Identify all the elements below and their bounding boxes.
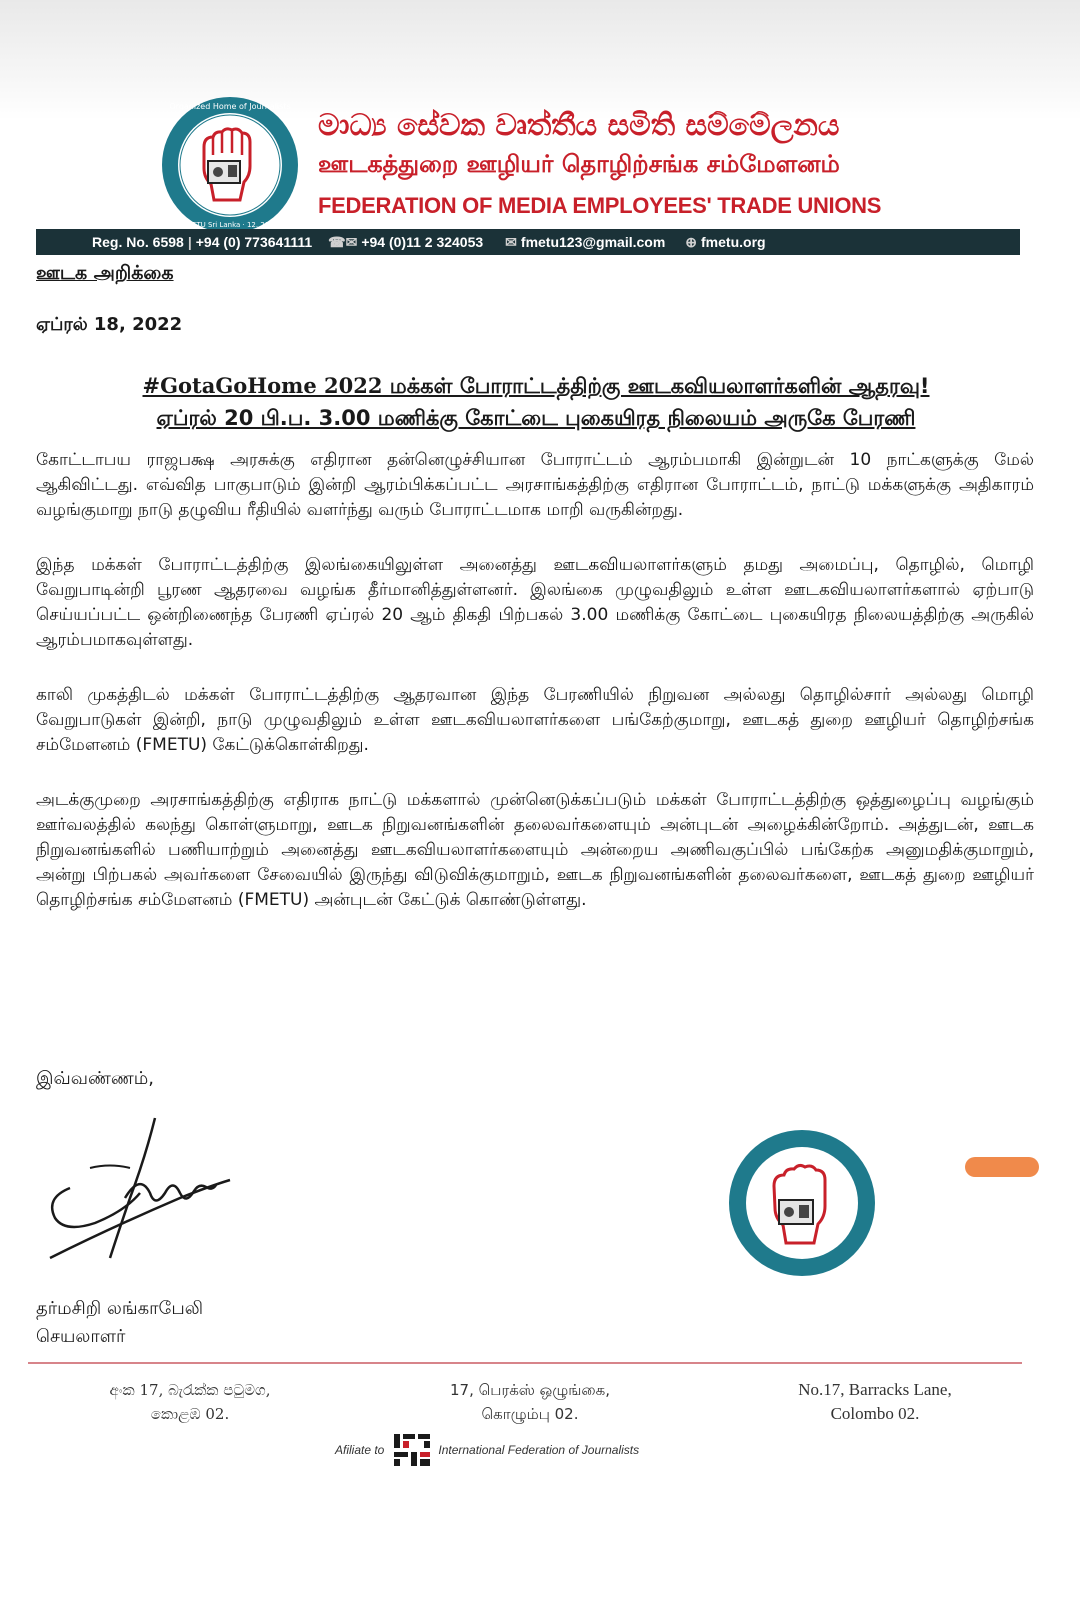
letter-date: ஏப்ரல் 18, 2022 bbox=[36, 314, 183, 335]
signature bbox=[30, 1108, 240, 1288]
separator-icon: | bbox=[187, 234, 192, 250]
paragraph-1: கோட்டாபய ராஜபக்ஷ அரசுக்கு எதிரான தன்னெழுச்சியான போராட்டம் ஆரம்பமாகி இன்றுடன் 10 நாட்களுக்கு மேல் ஆகிவிட்டது. எவ்வித பாகுபாடும் இன்றி ஆரம்பிக்கப்பட்ட அரசாங்கத்திற்கு எதிரான போராட்டம், நாட்டு மக்களுக்கு அதிகாரம் வழங்குமாறு நாடு தழுவிய ரீதியில் வளர்ந்து வரும் போராட்டமாக மாறி வருகின்றது. bbox=[36, 450, 1034, 520]
signatory-title: செயலாளர் bbox=[36, 1326, 126, 1347]
address-tamil bbox=[420, 1378, 640, 1426]
paragraph-4: அடக்குமுறை அரசாங்கத்திற்கு எதிராக நாட்டு மக்களால் முன்னெடுக்கப்படும் மக்கள் போராட்டத்திற்கு ஒத்துழைப்பு வழங்கும் ஊர்வலத்தில் கலந்து கொள்ளுமாறு, ஊடக நிறுவனங்களின் தலைவர்களையும் அன்புடன் அழைக்கின்றோம். அத்துடன், ஊடக நிறுவனங்களில் பணியாற்றும் அனைத்து ஊடகவியலாளர்களையும் அன்றைய அணிவகுப்பில் பங்கேற்க அனுமதிக்குமாறும், அன்று பிற்பகல் அவர்களை சேவையில் இருந்து விடுவிக்குமாறும், ஊடக நிறுவனங்களின் தலைவர்களை, ஊடகத் துறை ஊழியர் தொழிற்சங்க சம்மேளனம் (FMETU) அன்புடன் கேட்டுக் கொண்டுள்ளது. bbox=[36, 790, 1034, 910]
title-line-1-text: மக்கள் போராட்டத்திற்கு ஊடகவியலாளர்களின் ஆதரவு! bbox=[382, 374, 930, 398]
contact-bar bbox=[36, 229, 1020, 255]
signatory-name: தர்மசிறி லங்காபேலி bbox=[36, 1298, 204, 1319]
paragraph-3: காலி முகத்திடல் மக்கள் போராட்டத்திற்கு ஆதரவான இந்த பேரணியில் நிறுவன அல்லது தொழில்சார் அல்லது மொழி வேறுபாடுகள் இன்றி, நாடு முழுவதிலும் உள்ள ஊடகவியலாளர்களை பங்கேற்குமாறு, ஊடகத் துறை ஊழியர் தொழிற்சங்க சம்மேளனம் (FMETU) கேட்டுக்கொள்கிறது. bbox=[36, 685, 1034, 755]
title-hashtag: #GotaGoHome 2022 bbox=[142, 373, 383, 398]
email-icon: ✉ bbox=[505, 233, 517, 250]
email-address: fmetu123@gmail.com bbox=[520, 234, 666, 250]
title-line-1 bbox=[36, 370, 1036, 402]
org-name-sinhala: මාධ්‍ය සේවක වෘත්තීය සමිති සම්මේලනය bbox=[318, 108, 840, 143]
phone-office: +94 (0)11 2 324053 bbox=[361, 234, 484, 250]
address-tamil-line-2: கொழும்பு 02. bbox=[481, 1405, 579, 1423]
affiliate-label: Afiliate to bbox=[335, 1443, 385, 1457]
fmetu-logo bbox=[160, 95, 300, 235]
affiliation bbox=[335, 1432, 639, 1468]
address-english-line-1: No.17, Barracks Lane, bbox=[798, 1380, 952, 1399]
letter-title bbox=[36, 370, 1036, 434]
globe-icon: ⊕ bbox=[685, 233, 698, 250]
press-release-heading: ஊடக அறிக்கை bbox=[36, 262, 174, 284]
address-tamil-line-1: 17, பெரக்ஸ் ஒழுங்கை, bbox=[450, 1381, 610, 1399]
org-name-english: FEDERATION OF MEDIA EMPLOYEES' TRADE UNIONS bbox=[318, 193, 882, 218]
affiliate-org: International Federation of Journalists bbox=[438, 1443, 640, 1457]
logo-bottom-text: FMETU Sri Lanka · 12. 2018 bbox=[181, 221, 279, 229]
org-name-tamil: ஊடகத்துறை ஊழியர் தொழிற்சங்க சம்மேளனம் bbox=[318, 150, 840, 178]
closing-salutation: இவ்வண்ணம், bbox=[36, 1068, 154, 1089]
ifj-logo-icon bbox=[392, 1432, 432, 1468]
website: fmetu.org bbox=[701, 234, 766, 250]
address-sinhala-line-2: කොළඹ 02. bbox=[150, 1405, 230, 1423]
title-line-2: ஏப்ரல் 20 பி.ப. 3.00 மணிக்கு கோட்டை புகையிரத நிலையம் அருகே பேரணி bbox=[156, 406, 916, 430]
address-sinhala-line-1: අංක 17, බැරැක්ක පටුමග, bbox=[109, 1381, 271, 1399]
organization-seal bbox=[727, 1128, 877, 1278]
phone-mobile: +94 (0) 773641111 bbox=[195, 234, 313, 250]
orange-marker bbox=[965, 1157, 1039, 1177]
address-english-line-2: Colombo 02. bbox=[830, 1404, 920, 1423]
paragraph-2: இந்த மக்கள் போராட்டத்திற்கு இலங்கையிலுள்ள அனைத்து ஊடகவியலாளர்களும் தமது அமைப்பு, தொழில், மொழி வேறுபாடின்றி பூரண ஆதரவை வழங்க தீர்மானித்துள்ளனர். இலங்கை முழுவதிலும் உள்ள ஊடகவியலாளர்களால் ஏற்பாடு செய்யப்பட்ட ஒன்றிணைந்த பேரணி ஏப்ரல் 20 ஆம் திகதி பிற்பகல் 3.00 மணிக்கு கோட்டை புகையிரத நிலையத்திற்கு அருகில் ஆரம்பமாகவுள்ளது. bbox=[36, 555, 1034, 650]
address-english bbox=[770, 1378, 980, 1426]
logo-ring-text: Organized Home of Journalists bbox=[169, 102, 291, 111]
letter-body bbox=[36, 448, 1034, 943]
footer-divider bbox=[28, 1362, 1022, 1364]
address-sinhala bbox=[80, 1378, 300, 1426]
phone-fax-icon: ☎✉ bbox=[328, 233, 358, 250]
reg-number: Reg. No. 6598 bbox=[92, 234, 184, 250]
